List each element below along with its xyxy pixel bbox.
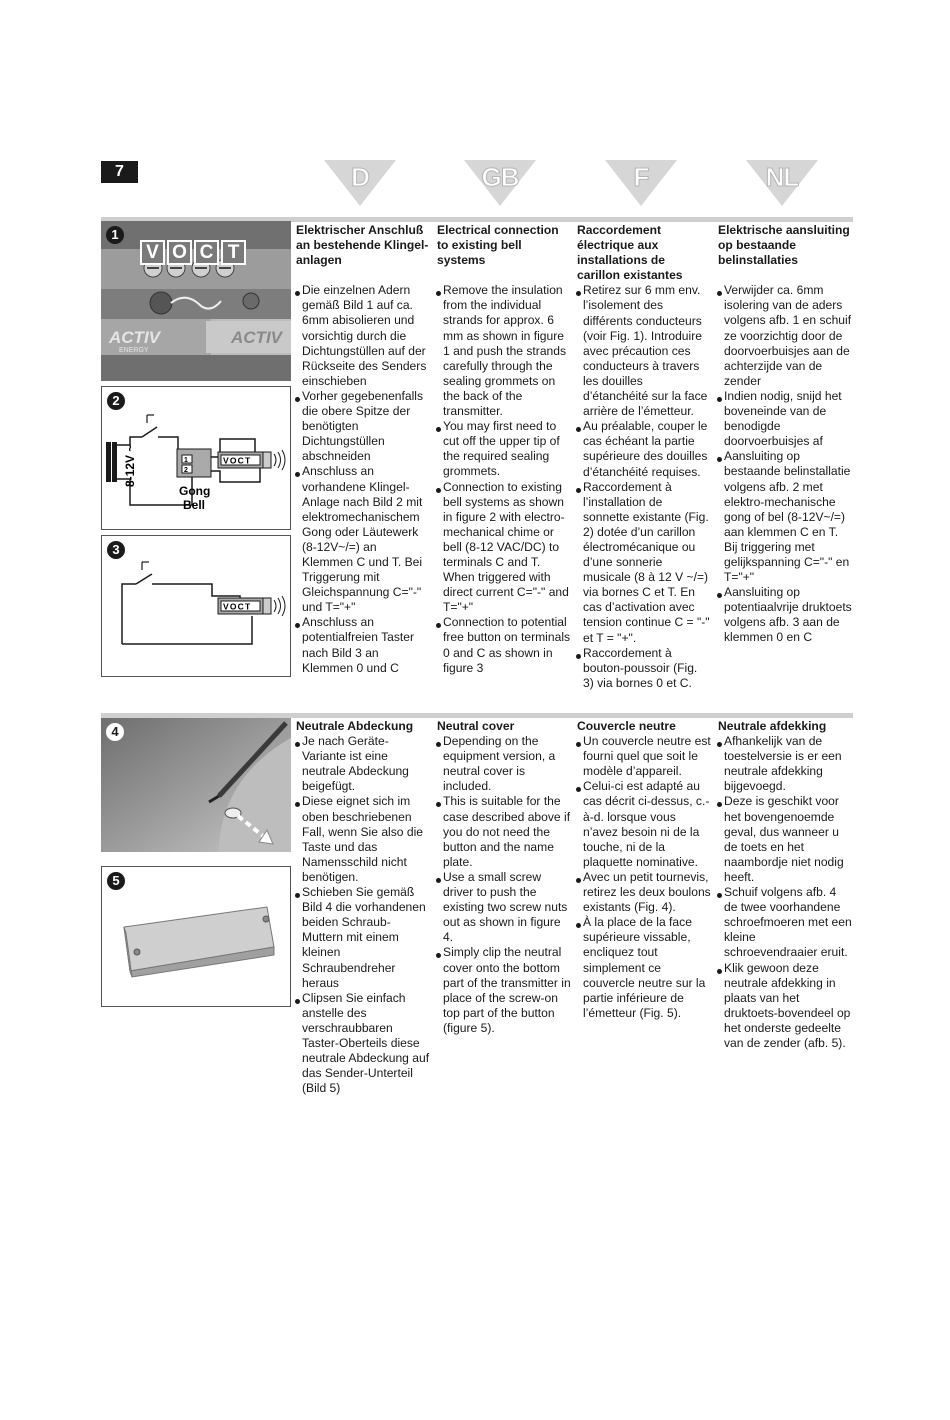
figure-4 (101, 718, 291, 852)
list-item: Je nach Geräte-Variante ist eine neutrale Abdeckung beigefügt. (296, 734, 430, 794)
column-d-connection (296, 223, 430, 676)
list-item: Afhankelijk van de toestelversie is er een neutrale afdekking bijgevoegd. (718, 734, 852, 794)
figure-5 (101, 866, 291, 1007)
battery-brand-text: ACTIV (109, 328, 160, 347)
list-item: Raccordement à l’installation de sonnette existante (Fig. 2) dotée d’un carillon électromécanique ou d’une sonnerie musicale (8 à 12 V ~/=) via bornes C et T. En cas d’activation avec tension continue C = "-" et T = "+". (577, 480, 711, 646)
list-item: Simply clip the neutral cover onto the bottom part of the transmitter in place of the screw-on top part of the button (figure 5). (437, 945, 571, 1036)
list-item: You may first need to cut off the upper tip of the required sealing grommets. (437, 419, 571, 479)
gong-label: Gong (179, 484, 211, 498)
list-item: Remove the insulation from the individual strands for approx. 6 mm as shown in figure 1 and push the strands carefully through the sealing grommets on the back of the transmitter. (437, 283, 571, 419)
figure-number-5: 5 (107, 872, 125, 890)
list-item: Use a small screw driver to push the existing two screw nuts out as shown in figure 4. (437, 870, 571, 945)
list-item: Verwijder ca. 6mm isolering van de aders volgens afb. 1 en schuif ze voorzichtig door de doorvoerbuisjes aan de achterzijde van de zender (718, 283, 852, 389)
figure-2 (101, 386, 291, 530)
figure-number-2: 2 (107, 392, 125, 410)
section-title: Elektrischer Anschluß an bestehende Klingel-anlagen (296, 223, 429, 268)
list-item: Die einzelnen Adern gemäß Bild 1 auf ca. 6mm abisolieren und vorsichtig durch die Dichtungstüllen auf der Rückseite des Senders einschieben (296, 283, 430, 389)
language-marker-f: F (605, 160, 677, 206)
list-item: Diese eignet sich im oben beschriebenen Fall, wenn Sie also die Taste und das Namensschild nicht benötigen. (296, 794, 430, 885)
section-title: Couvercle neutre (577, 719, 676, 733)
terminal-label-v: V (140, 240, 165, 265)
list-item: Vorher gegebenenfalls die obere Spitze der benötigten Dichtungstüllen abschneiden (296, 389, 430, 464)
terminal-label-o: O (167, 240, 192, 265)
list-item: Raccordement à bouton-poussoir (Fig. 3) via bornes 0 et C. (577, 646, 711, 691)
list-item: Celui-ci est adapté au cas décrit ci-dessus, c.-à-d. lorsque vous n’avez besoin ni de la touche, ni de la plaquette nominative. (577, 779, 711, 870)
section-title: Elektrische aansluiting op bestaande belinstallaties (718, 223, 850, 268)
column-f-cover (577, 719, 711, 1021)
column-nl-connection (718, 223, 852, 646)
list-item: Un couvercle neutre est fourni quel que soit le modèle d’appareil. (577, 734, 711, 779)
list-item: Aansluiting op potentiaalvrije druktoets volgens afb. 3 aan de klemmen 0 en C (718, 585, 852, 645)
list-item: Depending on the equipment version, a neutral cover is included. (437, 734, 571, 794)
list-item: Indien nodig, snijd het boveneinde van de benodigde doorvoerbuisjes af (718, 389, 852, 449)
figure-3 (101, 535, 291, 677)
figure-number-1: 1 (106, 226, 124, 244)
device-label: VOCT (223, 601, 252, 612)
screwdriver-photo (101, 718, 291, 852)
voltage-label: 8-12V ~ (123, 444, 137, 487)
list-item: This is suitable for the case described above if you do not need the button and the name plate. (437, 794, 571, 869)
battery-subtext: ENERGY (119, 347, 149, 354)
figure-1 (101, 221, 291, 381)
wiring-diagram-bell (102, 387, 291, 530)
list-item: Schieben Sie gemäß Bild 4 die vorhandenen beiden Schraub-Muttern mit einem kleinen Schraubendreher heraus (296, 885, 430, 991)
list-item: Retirez sur 6 mm env. l’isolement des différents conducteurs (voir Fig. 1). Introduire avec précaution ces conducteurs à travers les douilles d’étanchéité sur la face arrière de l’émetteur. (577, 283, 711, 419)
column-nl-cover (718, 719, 852, 1051)
figure-number-4: 4 (106, 723, 124, 741)
list-item: Avec un petit tournevis, retirez les deux boulons existants (Fig. 4). (577, 870, 711, 915)
switch-label-1: 1 (184, 457, 188, 464)
neutral-cover-photo (102, 867, 291, 1007)
list-item: Schuif volgens afb. 4 de twee voorhandene schroefmoeren met een kleine schroevendraaier eruit. (718, 885, 852, 960)
list-item: Aansluiting op bestaande belinstallatie volgens afb. 2 met elektro-mechanische gong of bel (8-12V~/=) aan klemmen C en T. Bij triggering met gelijkspanning C="-" en T="+" (718, 449, 852, 585)
section-title: Neutrale afdekking (718, 719, 827, 733)
terminal-label-t: T (221, 240, 246, 265)
column-gb-connection (437, 223, 571, 676)
list-item: Anschluss an potentialfreien Taster nach Bild 3 an Klemmen 0 und C (296, 615, 430, 675)
device-label: VOCT (223, 455, 252, 466)
section-title: Raccordement électrique aux installations de carillon existantes (577, 223, 683, 283)
list-item: Connection to existing bell systems as shown in figure 2 with electro-mechanical chime or bell (8-12 VAC/DC) to terminals C and T. When triggered with direct current C="-" and T="+" (437, 480, 571, 616)
page-number: 7 (101, 161, 138, 183)
battery-brand-text-2: ACTIV (231, 328, 282, 347)
terminal-label-c: C (194, 240, 219, 265)
figure-number-3: 3 (107, 541, 125, 559)
list-item: Au préalable, couper le cas échéant la partie supérieure des douilles d’étanchéité requises. (577, 419, 711, 479)
language-marker-gb: GB (464, 160, 536, 206)
column-gb-cover (437, 719, 571, 1036)
language-marker-d: D (324, 160, 396, 206)
list-item: Clipsen Sie einfach anstelle des verschraubbaren Taster-Oberteils diese neutrale Abdeckung auf das Sender-Unterteil (Bild 5) (296, 991, 430, 1097)
switch-label-2: 2 (184, 467, 188, 474)
section-title: Neutral cover (437, 719, 515, 733)
section-title: Electrical connection to existing bell systems (437, 223, 559, 268)
list-item: Deze is geschikt voor het bovengenoemde geval, dus wanneer u de toets en het naambordje niet nodig heeft. (718, 794, 852, 885)
list-item: Anschluss an vorhandene Klingel-Anlage nach Bild 2 mit elektromechanischem Gong oder Läutewerk (8-12V~/=) an Klemmen C und T. Bei Triggerung mit Gleichspannung C="-" und T="+" (296, 464, 430, 615)
list-item: Connection to potential free button on terminals 0 and C as shown in figure 3 (437, 615, 571, 675)
column-d-cover (296, 719, 430, 1096)
column-f-connection (577, 223, 711, 691)
terminal-labels (140, 240, 246, 265)
list-item: À la place de la face supérieure vissable, encliquez tout simplement ce couvercle neutre sur la partie inférieure de l’émetteur (Fig. 5). (577, 915, 711, 1021)
bell-label: Bell (183, 498, 206, 512)
wiring-diagram-button (102, 536, 291, 677)
language-marker-nl: NL (746, 160, 818, 206)
section-title: Neutrale Abdeckung (296, 719, 414, 733)
list-item: Klik gewoon deze neutrale afdekking in plaats van het druktoets-bovendeel op het onderste gedeelte van de zender (afb. 5). (718, 961, 852, 1052)
